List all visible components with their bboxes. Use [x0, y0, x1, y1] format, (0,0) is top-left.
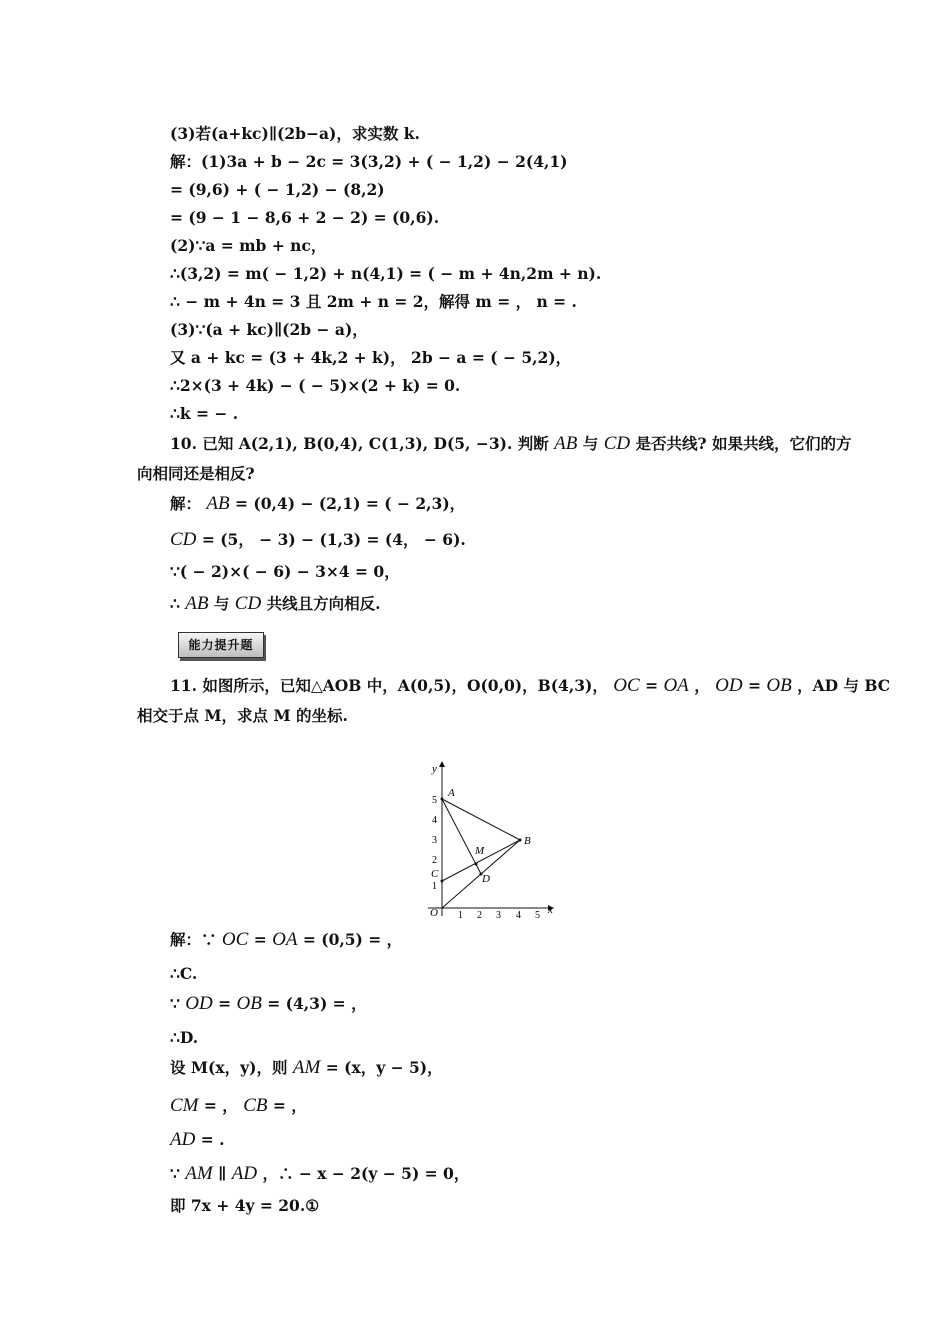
q11-s1-text: = (0,5) = ， — [302, 930, 403, 949]
part3-solution-line-2: = (9,6) + ( − 1,2) − (8,2) — [170, 180, 385, 199]
section-badge: 能力提升题 — [178, 632, 264, 658]
q10-answer-therefore: ∴ — [170, 594, 186, 613]
q11-solution-line-8 — [170, 1164, 469, 1184]
q11-vector-oa: OA — [663, 675, 689, 696]
q11-solution-line-5 — [170, 1058, 443, 1078]
q11-s5-text: = (x，y − 5)， — [325, 1058, 443, 1077]
q11-s6-vector-cb: CB — [243, 1095, 268, 1116]
q11-text-a: 11. 如图所示，已知△AOB 中，A(0,5)，O(0,0)，B(4,3)， — [170, 676, 608, 695]
part3-solution-line-8: 又 a + kc = (3 + 4k,2 + k)， 2b − a = ( − 5,2)， — [170, 348, 572, 367]
y-tick-1: 1 — [432, 881, 437, 892]
q11-s3-vector-od: OD — [185, 993, 213, 1014]
part3-solution-line-10: ∴k = − . — [170, 404, 239, 423]
q10-answer-line-3: ∵( − 2)×( − 6) − 3×4 = 0， — [170, 562, 400, 581]
q11-question-line-2: 相交于点 M，求点 M 的坐标. — [137, 706, 348, 725]
q11-s3-vector-ob: OB — [236, 993, 262, 1014]
q11-s8-vector-ad: AD — [231, 1163, 258, 1184]
q10-answer-line-2 — [170, 530, 466, 550]
q10-text-b: 与 — [582, 434, 599, 453]
x-tick-5: 5 — [535, 910, 540, 920]
y-tick-4: 4 — [432, 815, 437, 826]
q10-answer-text-1: = (0,4) − (2,1) = ( − 2,3)， — [235, 494, 466, 513]
point-b-dot — [519, 839, 522, 842]
q11-s1-prefix: 解：∵ — [170, 930, 217, 949]
part3-solution-line-1: 解：(1)3a + b − 2c = 3(3,2) + ( − 1,2) − 2(4,1) — [170, 152, 568, 171]
q11-s6-end: = ， — [272, 1096, 307, 1115]
q11-s3-equals: = — [218, 994, 237, 1013]
q11-s7-vector-ad: AD — [170, 1129, 196, 1150]
q10-conclusion-vector-ab: AB — [185, 593, 209, 614]
q11-s6-vector-cm: CM — [170, 1095, 199, 1116]
q10-answer-vector-cd: CD — [170, 529, 197, 550]
q11-solution-line-7 — [170, 1130, 225, 1150]
q11-s1-equals: = — [253, 930, 273, 949]
q11-solution-line-4: ∴D. — [170, 1028, 199, 1047]
q11-s8-vector-am: AM — [185, 1163, 213, 1184]
point-m-label: M — [475, 845, 485, 857]
point-c-dot — [441, 880, 444, 883]
q10-answer-vector-ab: AB — [206, 493, 230, 514]
y-tick-5: 5 — [432, 795, 437, 806]
q11-s1-vector-oa: OA — [272, 929, 298, 950]
q10-answer-label: 解： — [170, 494, 202, 513]
y-axis-label: y — [432, 763, 437, 775]
q11-equals-1: = — [645, 676, 664, 695]
part3-solution-line-5: ∴(3,2) = m( − 1,2) + n(4,1) = ( − m + 4n,2m + n). — [170, 264, 602, 283]
q11-s8-parallel: ∥ — [218, 1164, 232, 1183]
part3-solution-line-6: ∴ − m + 4n = 3 且 2m + n = 2，解得 m = ， n = . — [170, 292, 577, 311]
segment-ab — [442, 799, 520, 840]
origin-label: O — [430, 907, 438, 919]
q11-s8-text: ，∴ − x − 2(y − 5) = 0， — [262, 1164, 470, 1183]
x-tick-1: 1 — [458, 910, 463, 920]
part3-solution-line-3: = (9 − 1 − 8,6 + 2 − 2) = (0,6). — [170, 208, 440, 227]
q10-question-line-1 — [170, 434, 852, 454]
q11-solution-line-6 — [170, 1096, 307, 1116]
point-d-label: D — [482, 873, 490, 885]
y-tick-3: 3 — [432, 835, 437, 846]
x-tick-4: 4 — [516, 910, 521, 920]
q11-comma: ， — [694, 676, 710, 695]
segment-ad — [442, 799, 481, 874]
q11-text-b: ，AD 与 BC — [797, 676, 891, 695]
point-b-label: B — [524, 835, 531, 847]
q11-solution-line-2: ∴C. — [170, 964, 198, 983]
q10-answer-line-4 — [170, 594, 381, 614]
part3-question: (3)若(a+kc)∥(2b−a)，求实数 k. — [170, 124, 420, 143]
q10-conclusion-vector-cd: CD — [234, 593, 262, 614]
q10-question-line-2: 向相同还是相反? — [137, 464, 255, 483]
point-m-dot — [475, 863, 478, 866]
q11-s3-prefix: ∵ — [170, 994, 180, 1013]
q10-text-c: 是否共线? 如果共线，它们的方 — [635, 434, 852, 453]
part3-solution-line-9: ∴2×(3 + 4k) − ( − 5)×(2 + k) = 0. — [170, 376, 461, 395]
q10-answer-text-2: = (5， − 3) − (1,3) = (4， − 6). — [201, 530, 466, 549]
x-ticks — [458, 910, 540, 920]
q11-vector-ob: OB — [766, 675, 792, 696]
q11-question-line-1 — [170, 676, 890, 696]
q11-equals-2: = — [747, 676, 767, 695]
q11-s3-text: = (4,3) = ， — [267, 994, 367, 1013]
q11-s8-prefix: ∵ — [170, 1164, 186, 1183]
point-a-label: A — [448, 787, 455, 799]
q10-answer-line-1 — [170, 494, 465, 514]
q11-s7-text: = . — [200, 1130, 225, 1149]
part3-solution-line-7: (3)∵(a + kc)∥(2b − a)， — [170, 320, 368, 339]
q10-text-a: 10. 已知 A(2,1), B(0,4), C(1,3), D(5, −3). 判断 — [170, 434, 549, 453]
q10-vector-cd: CD — [603, 433, 631, 454]
x-axis-label: x — [548, 904, 553, 916]
q11-s5-vector-am: AM — [292, 1057, 321, 1078]
q11-solution-line-3 — [170, 994, 367, 1014]
y-tick-2: 2 — [432, 855, 437, 866]
point-a-dot — [441, 798, 444, 801]
point-c-label: C — [431, 868, 439, 880]
q11-s6-mid: = ， — [203, 1096, 238, 1115]
q11-s1-vector-oc: OC — [221, 929, 249, 950]
q10-conclusion-text: 共线且方向相反. — [266, 594, 381, 613]
q11-vector-od: OD — [715, 675, 743, 696]
x-tick-3: 3 — [496, 910, 501, 920]
triangle-figure — [418, 756, 558, 920]
x-tick-2: 2 — [477, 910, 482, 920]
part3-solution-line-4: (2)∵a = mb + nc， — [170, 236, 327, 255]
q10-conclusion-and: 与 — [213, 594, 235, 613]
q10-vector-ab: AB — [554, 433, 578, 454]
q11-solution-line-1 — [170, 930, 402, 950]
q11-s5-prefix: 设 M(x，y)，则 — [170, 1058, 288, 1077]
q11-solution-line-9: 即 7x + 4y = 20.① — [170, 1196, 320, 1215]
q11-vector-oc: OC — [613, 675, 640, 696]
